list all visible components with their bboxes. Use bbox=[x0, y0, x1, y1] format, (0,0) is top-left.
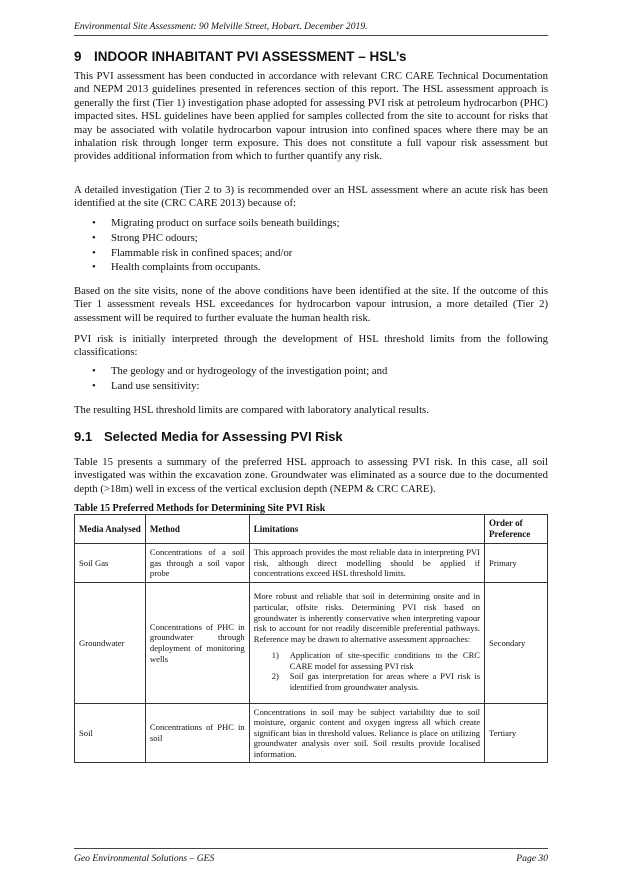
table-header-row bbox=[75, 515, 548, 544]
header-method: Method bbox=[145, 515, 249, 544]
cell-media: Soil Gas bbox=[75, 544, 146, 583]
pvi-methods-table bbox=[74, 514, 548, 763]
subsection-title: Selected Media for Assessing PVI Risk bbox=[104, 429, 343, 444]
list-item: • Migrating product on surface soils beneath buildings; bbox=[92, 216, 340, 231]
cell-method: Concentrations of a soil gas through a soil vapor probe bbox=[145, 544, 249, 583]
section-paragraph-4: PVI risk is initially interpreted through the development of HSL threshold limits from the following classifications: bbox=[74, 333, 548, 359]
header-limitations: Limitations bbox=[249, 515, 484, 544]
subsection-paragraph: Table 15 presents a summary of the preferred HSL approach to assessing PVI risk. In this case, all soil investigated was within the excavation zone. Groundwater was eliminated as a source due to the documented depth (>18m) well in excess of the vertical exclusion depth (NEPM & CRC CARE). bbox=[74, 456, 548, 495]
cell-method: Concentrations of PHC in soil bbox=[145, 704, 249, 763]
header-media: Media Analysed bbox=[75, 515, 146, 544]
page-number: Page 30 bbox=[516, 853, 548, 864]
section-paragraph-2: A detailed investigation (Tier 2 to 3) is recommended over an HSL assessment where an acute risk has been identified at the site (CRC CARE 2013) because of: bbox=[74, 184, 548, 210]
list-item: • The geology and or hydrogeology of the investigation point; and bbox=[92, 364, 387, 379]
cell-limitations: This approach provides the most reliable data in interpreting PVI risk, although direct modelling should be applied if concentrations exceed HSL threshold limits. bbox=[249, 544, 484, 583]
section-number: 9 bbox=[74, 49, 82, 64]
list-item: • Health complaints from occupants. bbox=[92, 260, 340, 275]
list-item bbox=[254, 650, 480, 671]
classification-list bbox=[92, 364, 387, 394]
section-paragraph-5: The resulting HSL threshold limits are compared with laboratory analytical results. bbox=[74, 404, 429, 416]
list-text: Soil gas interpretation for areas where a PVI risk is identified from groundwater analysis. bbox=[289, 671, 481, 693]
list-number: 2) bbox=[271, 671, 279, 682]
section-paragraph-3: Based on the site visits, none of the above conditions have been identified at the site. If the outcome of this Tier 1 assessment reveals HSL exceedances for hydrocarbon vapour intrusion, a more detailed (Tier 2) assessment will be required to further evaluate the human health risk. bbox=[74, 285, 548, 324]
acute-risk-list bbox=[92, 216, 340, 275]
list-item bbox=[254, 671, 480, 692]
cell-method: Concentrations of PHC in groundwater through deployment of monitoring wells bbox=[145, 583, 249, 704]
header-order: Order of Preference bbox=[485, 515, 548, 544]
header-rule bbox=[74, 35, 548, 36]
list-item: • Strong PHC odours; bbox=[92, 231, 340, 246]
table-row bbox=[75, 544, 548, 583]
list-number: 1) bbox=[271, 650, 279, 661]
page-header: Environmental Site Assessment: 90 Melville Street, Hobart. December 2019. bbox=[74, 21, 368, 32]
table-row bbox=[75, 583, 548, 704]
section-title: INDOOR INHABITANT PVI ASSESSMENT – HSL’s bbox=[94, 49, 407, 64]
cell-order: Primary bbox=[485, 544, 548, 583]
section-heading bbox=[74, 49, 407, 64]
list-item: • Flammable risk in confined spaces; and/or bbox=[92, 246, 340, 261]
limitations-text: More robust and reliable that soil in determining onsite and in particular, offsite risks. Determining PVI risk based on groundwater is inherently conservative when interpreting vapour risk to account for not readily discernible preferential pathways. Reference may be drawn to alternative assessment approaches: bbox=[253, 591, 481, 644]
cell-order: Tertiary bbox=[485, 704, 548, 763]
subsection-number: 9.1 bbox=[74, 429, 93, 444]
cell-media: Groundwater bbox=[75, 583, 146, 704]
cell-limitations bbox=[249, 583, 484, 704]
subsection-heading bbox=[74, 429, 343, 444]
table-row bbox=[75, 704, 548, 763]
list-text: Application of site-specific conditions to the CRC CARE model for assessing PVI risk bbox=[289, 650, 481, 671]
footer-rule bbox=[74, 848, 548, 849]
list-item: • Land use sensitivity: bbox=[92, 379, 387, 394]
table-caption: Table 15 Preferred Methods for Determining Site PVI Risk bbox=[74, 503, 326, 514]
cell-limitations: Concentrations in soil may be subject variability due to soil moisture, organic content and oxygen ingress all which create significant bias in threshold values. Reliance is place on utilizing groundwater analysis over soil. Soil results provide localised information. bbox=[249, 704, 484, 763]
cell-order: Secondary bbox=[485, 583, 548, 704]
cell-media: Soil bbox=[75, 704, 146, 763]
footer-company: Geo Environmental Solutions – GES bbox=[74, 853, 215, 864]
alternative-approaches-list bbox=[254, 650, 480, 692]
section-paragraph-1: This PVI assessment has been conducted in accordance with relevant CRC CARE Technical Documentation and NEPM 2013 guidelines presented in references section of this report. The HSL assessment approach is generally the first (Tier 1) investigation phase adopted for assessing PVI risk at petroleum hydrocarbon (PHC) impacted sites. HSL guidelines have been applied for samples collected from the site to account for risks that may be associated with volatile hydrocarbon vapour intrusion into confined spaces where there may be an inhalation risk through longer term exposure. This does not constitute a full vapour risk assessment but provides additional information from which to further quantify any risk. bbox=[74, 70, 548, 163]
